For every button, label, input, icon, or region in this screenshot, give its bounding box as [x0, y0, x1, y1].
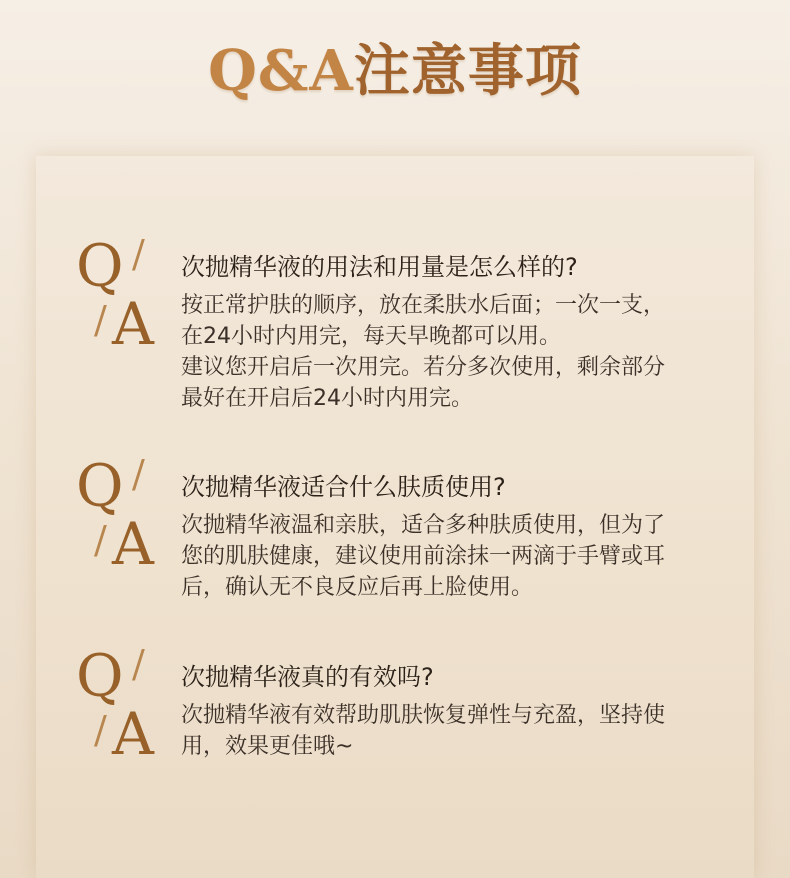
answer-text [181, 290, 721, 414]
qa-icon-a: A [112, 510, 154, 578]
answer-line: 次抛精华液有效帮助肌肤恢复弹性与充盈，坚持使 [181, 703, 666, 728]
question-text: 次抛精华液真的有效吗? [181, 663, 434, 691]
answer-line: 按正常护肤的顺序，放在柔肤水后面；一次一支， [181, 293, 666, 318]
question-text: 次抛精华液的用法和用量是怎么样的? [181, 253, 578, 281]
answer-text [181, 510, 721, 603]
qa-icon-slash: / [132, 642, 145, 686]
qa-icon-q: Q [76, 642, 124, 710]
page-title-cn: 注意事项 [353, 38, 582, 104]
answer-line: 最好在开启后24小时内用完。 [181, 386, 473, 411]
qa-icon-slash: / [94, 708, 107, 752]
qa-icon-a: A [112, 700, 154, 768]
qa-icon-slash: / [132, 452, 145, 496]
qa-icon-q: Q [76, 452, 124, 520]
answer-line: 次抛精华液温和亲肤，适合多种肤质使用，但为了 [181, 513, 666, 538]
answer-line: 在24小时内用完，每天早晚都可以用。 [181, 324, 561, 349]
qa-icon-q: Q [76, 232, 124, 300]
page-title-latin: Q&A [208, 38, 354, 104]
page-title [0, 36, 790, 106]
qa-icon-slash: / [94, 298, 107, 342]
qa-icon-slash: / [132, 232, 145, 276]
answer-line: 用，效果更佳哦~ [181, 734, 354, 759]
question-text: 次抛精华液适合什么肤质使用? [181, 473, 506, 501]
answer-line: 后，确认无不良反应后再上脸使用。 [181, 575, 534, 600]
qa-icon-slash: / [94, 518, 107, 562]
answer-line: 您的肌肤健康，建议使用前涂抹一两滴于手臂或耳 [181, 544, 666, 569]
answer-line: 建议您开启后一次用完。若分多次使用，剩余部分 [181, 355, 666, 380]
qa-icon-a: A [112, 290, 154, 358]
qa-icon [76, 452, 176, 584]
qa-icon [76, 232, 176, 364]
answer-text [181, 700, 721, 762]
qa-icon [76, 642, 176, 774]
qa-panel [36, 156, 754, 878]
